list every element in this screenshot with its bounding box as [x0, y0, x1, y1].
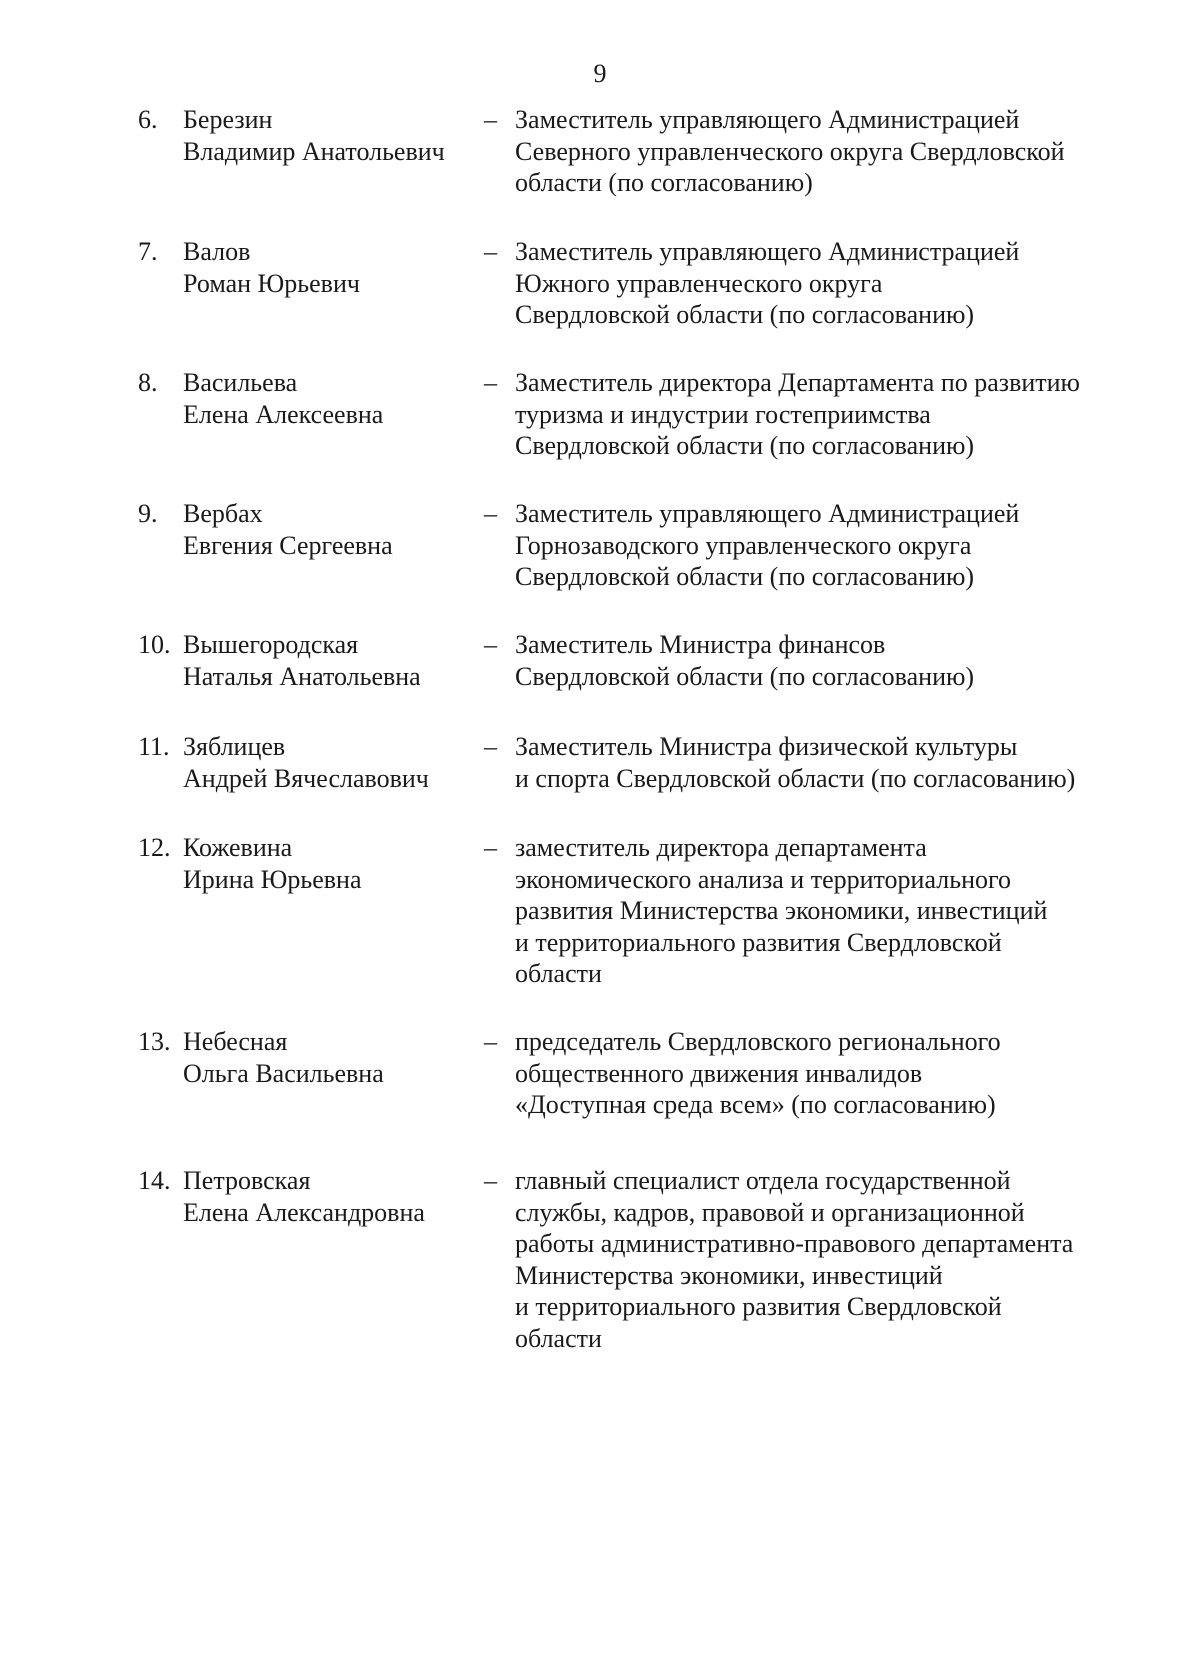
role-line: Заместитель директора Департамента по развитию: [515, 368, 1080, 397]
member-surname: Небесная: [183, 1027, 288, 1056]
role-line: Заместитель Министра физической культуры: [515, 732, 1018, 761]
entry-number: 10.: [138, 630, 171, 659]
role-line: «Доступная среда всем» (по согласованию): [515, 1090, 996, 1119]
member-name: [183, 236, 360, 299]
role-line: заместитель директора департамента: [515, 833, 927, 862]
entry-dash: –: [484, 499, 497, 528]
role-line: Южного управленческого округа: [515, 268, 883, 298]
entry-number: 7.: [138, 237, 158, 266]
member-surname: Валов: [183, 237, 251, 266]
entry-dash: –: [484, 237, 497, 266]
member-given-names: Елена Алексеевна: [183, 399, 384, 429]
entry-dash: –: [484, 1027, 497, 1056]
member-surname: Березин: [183, 105, 273, 134]
role-line: и территориального развития Свердловской: [515, 927, 1002, 957]
role-line: Министерства экономики, инвестиций: [515, 1260, 943, 1290]
member-surname: Зяблицев: [183, 732, 286, 761]
member-surname: Петровская: [183, 1166, 311, 1195]
role-line: Горнозаводского управленческого округа: [515, 530, 972, 560]
member-name: [183, 629, 421, 692]
role-line: экономического анализа и территориального: [515, 864, 1012, 894]
entry-dash: –: [484, 732, 497, 761]
entry-dash: –: [484, 105, 497, 134]
entry-number: 9.: [138, 499, 158, 528]
member-name: [183, 104, 445, 167]
role-line: работы административно-правового департамента: [515, 1229, 1074, 1258]
entry-number: 8.: [138, 368, 158, 397]
member-role: [515, 498, 1145, 593]
member-role: [515, 104, 1145, 199]
member-given-names: Андрей Вячеславович: [183, 763, 429, 793]
entry-number: 14.: [138, 1166, 171, 1195]
member-name: [183, 731, 429, 794]
entry-dash: –: [484, 368, 497, 397]
member-role: [515, 236, 1145, 331]
role-line: Северного управленческого округа Свердловской: [515, 136, 1065, 166]
role-line: Свердловской области (по согласованию): [515, 562, 975, 591]
entry-dash: –: [484, 630, 497, 659]
role-line: Свердловской области (по согласованию): [515, 431, 975, 460]
role-line: туризма и индустрии гостеприимства: [515, 399, 931, 429]
member-surname: Кожевина: [183, 833, 293, 862]
role-line: области: [515, 959, 602, 988]
role-line: области (по согласованию): [515, 168, 813, 197]
page-number: 9: [593, 59, 607, 88]
member-given-names: Наталья Анатольевна: [183, 661, 421, 691]
entry-number: 6.: [138, 105, 158, 134]
role-line: Заместитель Министра финансов: [515, 630, 886, 659]
member-surname: Вышегородская: [183, 630, 359, 659]
role-line: Свердловской области (по согласованию): [515, 300, 975, 329]
entry-dash: –: [484, 833, 497, 862]
member-role: [515, 1165, 1145, 1354]
role-line: развития Министерства экономики, инвестиций: [515, 896, 1048, 925]
member-given-names: Елена Александровна: [183, 1197, 425, 1227]
role-line: Заместитель управляющего Администрацией: [515, 237, 1020, 266]
role-line: и спорта Свердловской области (по согласованию): [515, 763, 1076, 793]
role-line: области: [515, 1323, 602, 1353]
member-name: [183, 1026, 384, 1089]
role-line: службы, кадров, правовой и организационной: [515, 1197, 1025, 1227]
member-given-names: Роман Юрьевич: [183, 268, 360, 298]
role-line: Заместитель управляющего Администрацией: [515, 105, 1020, 134]
role-line: главный специалист отдела государственной: [515, 1166, 1011, 1195]
role-line: Свердловской области (по согласованию): [515, 661, 975, 691]
entry-number: 12.: [138, 833, 171, 862]
member-given-names: Владимир Анатольевич: [183, 136, 445, 166]
member-role: [515, 629, 1145, 692]
role-line: и территориального развития Свердловской: [515, 1292, 1002, 1321]
role-line: Заместитель управляющего Администрацией: [515, 499, 1020, 528]
member-name: [183, 1165, 425, 1228]
member-name: [183, 367, 383, 430]
member-given-names: Евгения Сергеевна: [183, 530, 393, 560]
role-line: председатель Свердловского регионального: [515, 1027, 1001, 1056]
entry-number: 13.: [138, 1027, 171, 1056]
member-surname: Васильева: [183, 368, 298, 397]
member-name: [183, 498, 393, 561]
member-given-names: Ирина Юрьевна: [183, 864, 362, 894]
role-line: общественного движения инвалидов: [515, 1058, 923, 1088]
member-surname: Вербах: [183, 499, 263, 528]
entry-dash: –: [484, 1166, 497, 1195]
member-role: [515, 832, 1145, 990]
member-name: [183, 832, 362, 895]
member-role: [515, 367, 1145, 462]
member-role: [515, 731, 1145, 794]
entry-number: 11.: [138, 732, 170, 761]
member-given-names: Ольга Васильевна: [183, 1058, 384, 1088]
member-role: [515, 1026, 1145, 1121]
